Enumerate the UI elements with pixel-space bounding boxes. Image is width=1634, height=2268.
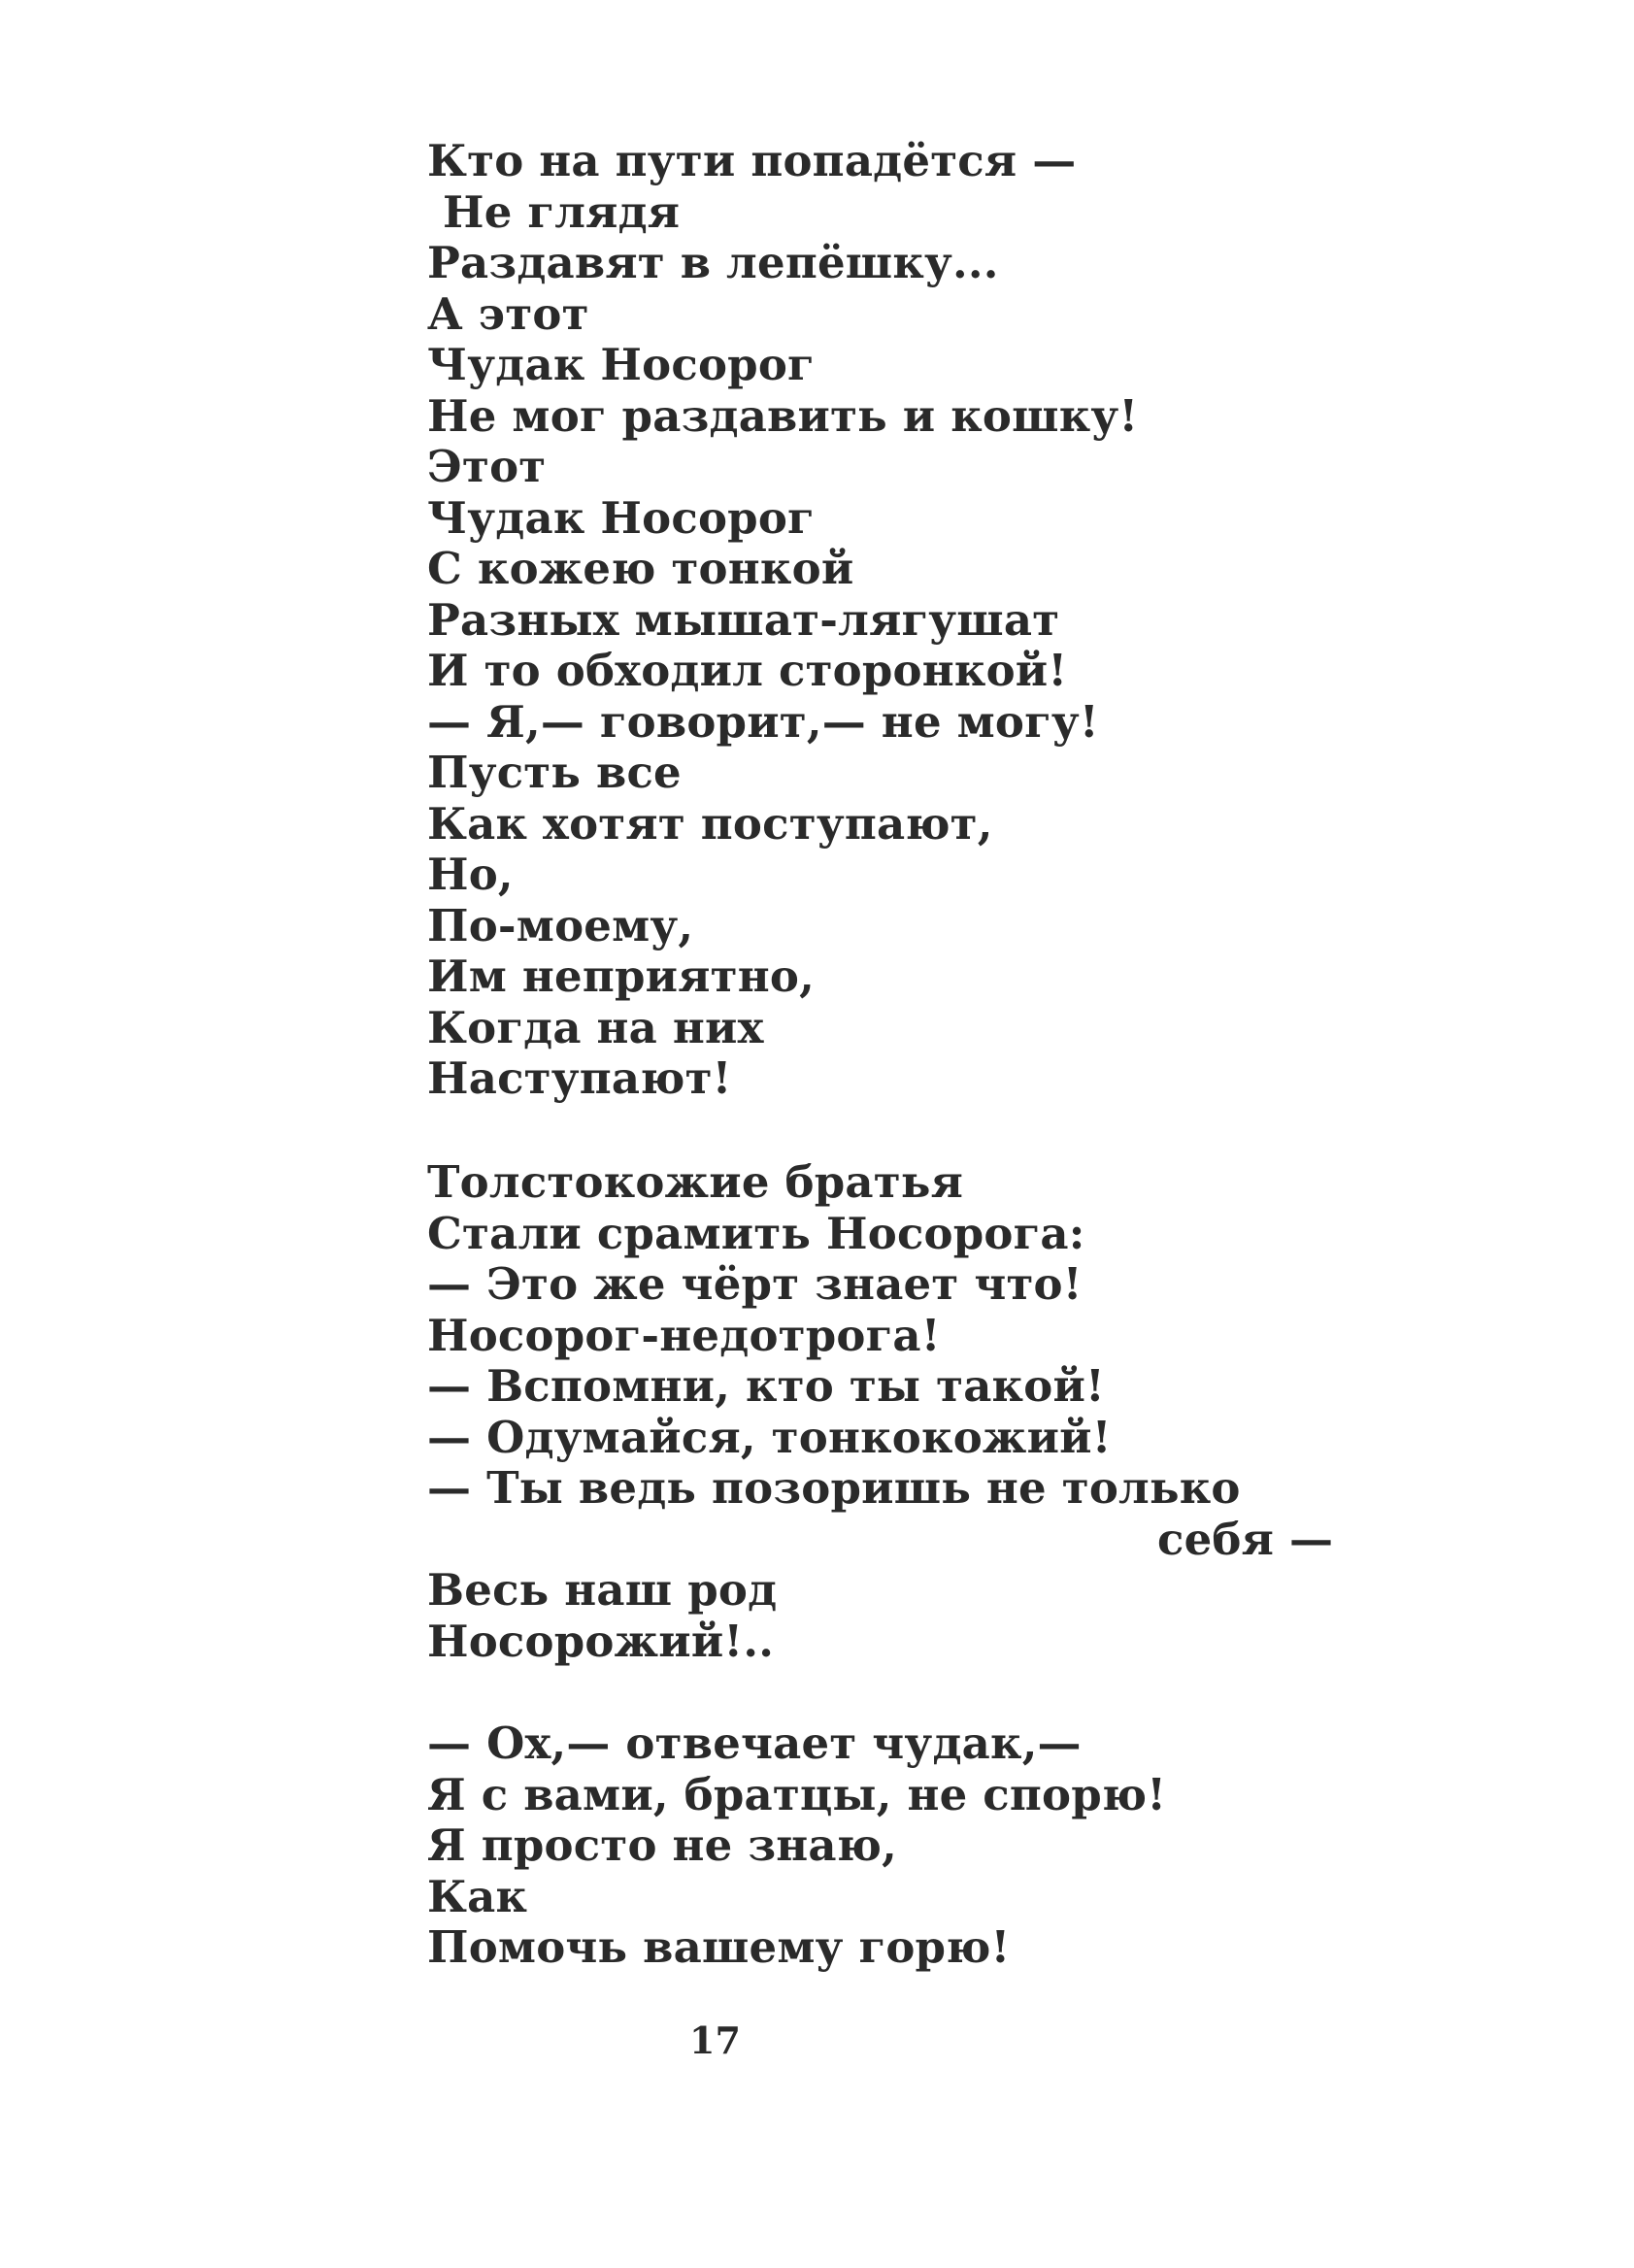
poem-line: Толстокожие братья bbox=[427, 1156, 964, 1208]
poem-line: Но, bbox=[427, 849, 514, 900]
poem-line: Я просто не знаю, bbox=[427, 1819, 897, 1871]
poem-line: Раздавят в лепёшку... bbox=[427, 237, 999, 288]
poem-stanza-1 bbox=[427, 136, 1138, 1105]
poem-line: — Вспомни, кто ты такой! bbox=[427, 1360, 1105, 1412]
poem-line: Не мог раздавить и кошку! bbox=[427, 389, 1139, 442]
poem-stanza-2 bbox=[427, 1157, 1333, 1667]
poem-line: Как bbox=[427, 1870, 528, 1922]
poem-line: Я с вами, братцы, не спорю! bbox=[427, 1768, 1167, 1820]
poem-line: Помочь вашему горю! bbox=[427, 1921, 1011, 1973]
poem-line: Носорог-недотрога! bbox=[427, 1309, 941, 1361]
poem-line: Когда на них bbox=[427, 1001, 764, 1053]
poem-line: Весь наш род bbox=[427, 1564, 778, 1616]
poem-line: Этот bbox=[427, 441, 547, 492]
poem-line: — Я,— говорит,— не могу! bbox=[427, 695, 1099, 748]
poem-line: С кожею тонкой bbox=[427, 543, 854, 594]
poem-line: Наступают! bbox=[427, 1052, 732, 1104]
poem-line: Пусть все bbox=[427, 747, 682, 798]
poem-line: Чудак Носорог bbox=[427, 491, 815, 544]
poem-line: Стали срамить Носорога: bbox=[427, 1207, 1085, 1259]
poem-line: — Одумайся, тонкокожий! bbox=[427, 1411, 1112, 1463]
poem-line: — Ты ведь позоришь не только bbox=[427, 1462, 1241, 1514]
poem-line: Разных мышат-лягушат bbox=[427, 593, 1060, 646]
poem-line: И то обходил сторонкой! bbox=[427, 645, 1068, 696]
poem-line: А этот bbox=[427, 287, 589, 340]
poem-stanza-3 bbox=[427, 1718, 1166, 1974]
poem-line: — Это же чёрт знает что! bbox=[427, 1258, 1083, 1310]
poem-line: Кто на пути попадётся — bbox=[427, 135, 1077, 186]
poem-line: Как хотят поступают, bbox=[427, 797, 993, 850]
poem-line-continuation: себя — bbox=[1157, 1513, 1334, 1565]
poem-line: Носорожий!.. bbox=[427, 1615, 775, 1667]
poem-line: По-моему, bbox=[427, 899, 694, 951]
poem-line: Чудак Носорог bbox=[427, 339, 815, 390]
poem-line: — Ох,— отвечает чудак,— bbox=[427, 1718, 1082, 1769]
poem-line: Не глядя bbox=[443, 185, 681, 238]
poem-line: Им неприятно, bbox=[427, 951, 815, 1002]
page-number: 17 bbox=[689, 2018, 741, 2062]
